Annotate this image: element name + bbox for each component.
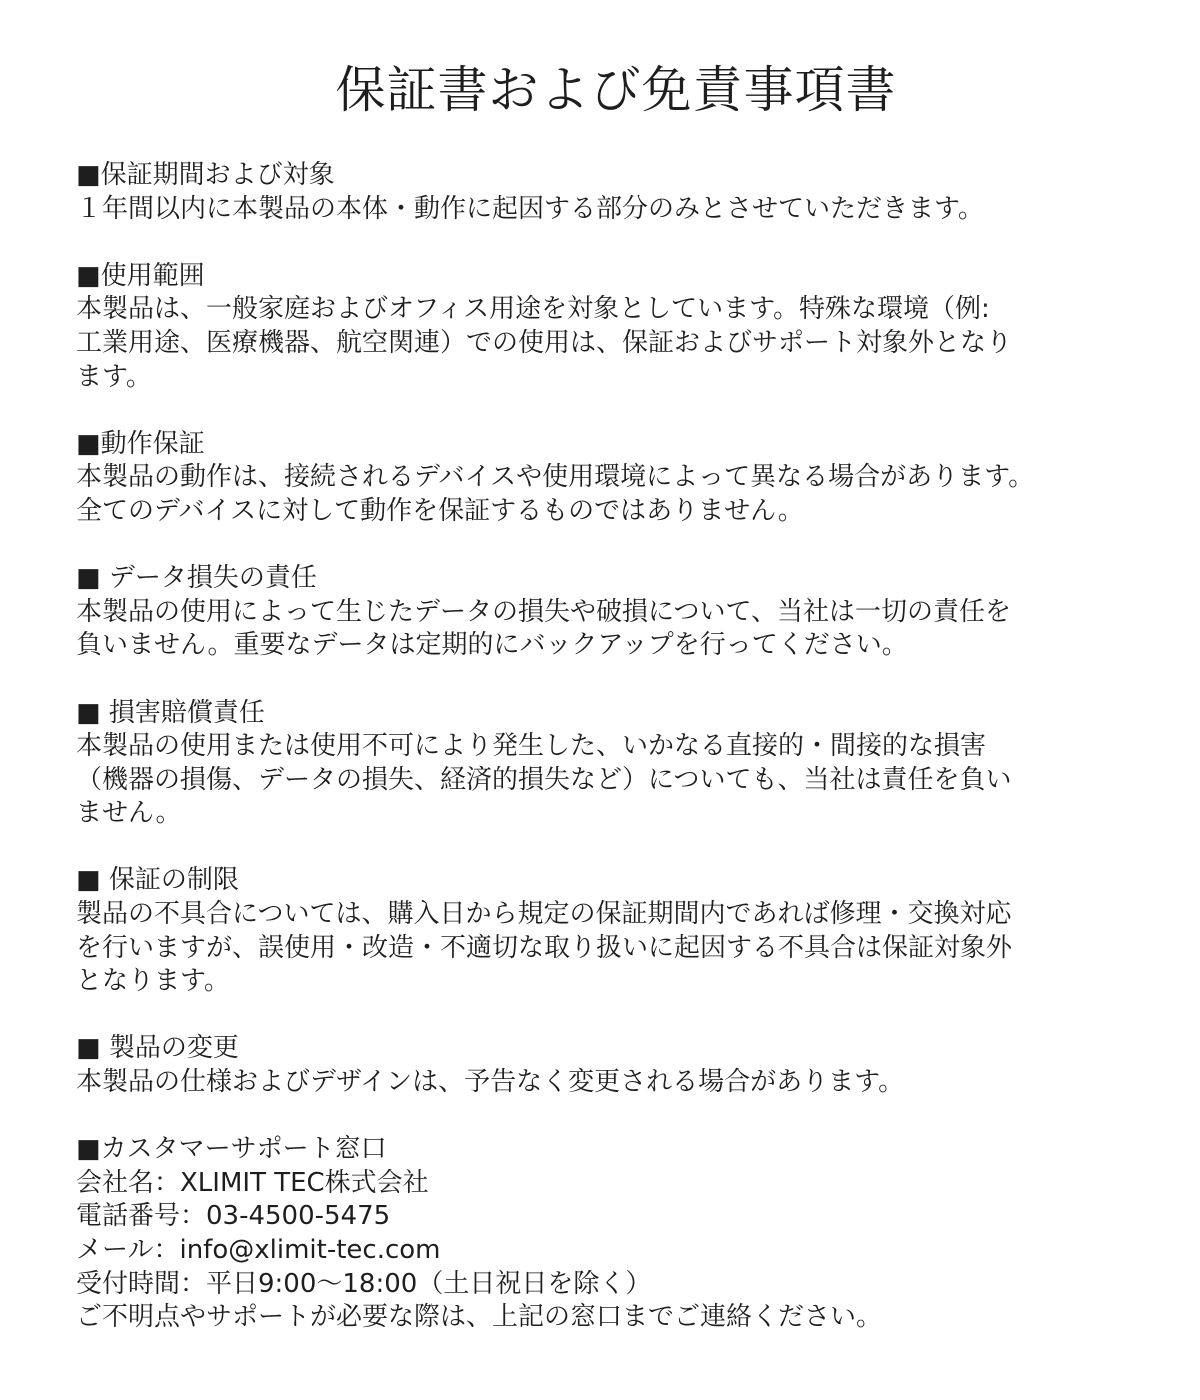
- section-text-line: １年間以内に本製品の本体・動作に起因する部分のみとさせていただきます。: [76, 193, 984, 224]
- support-company-name: 会社名：XLIMIT TEC株式会社: [76, 1167, 429, 1198]
- support-phone-number: 電話番号：03-4500-5475: [76, 1201, 391, 1232]
- section-text-line: 本製品の動作は、接続されるデバイスや使用環境によって異なる場合があります。: [76, 462, 1035, 493]
- section-heading: ■使用範囲: [76, 260, 205, 291]
- document-body: [76, 159, 1116, 1335]
- support-hours: 受付時間：平日9:00〜18:00（土日祝日を除く）: [76, 1268, 652, 1299]
- section-text-line: ます。: [76, 361, 152, 392]
- section-product-changes: [76, 1032, 1116, 1099]
- section-heading: ■ データ損失の責任: [76, 563, 317, 594]
- section-text-line: 本製品の仕様およびデザインは、予告なく変更される場合があります。: [76, 1067, 905, 1098]
- page-title: 保証書および免責事項書: [335, 61, 897, 119]
- section-text-line: 本製品の使用によって生じたデータの損失や破損について、当社は一切の責任を: [76, 596, 1011, 627]
- section-data-loss: [76, 562, 1116, 663]
- section-text-line: 製品の不具合については、購入日から規定の保証期間内であれば修理・交換対応: [76, 899, 1012, 930]
- section-warranty-limits: [76, 864, 1116, 998]
- section-text-line: 本製品は、一般家庭およびオフィス用途を対象としています。特殊な環境（例:: [76, 294, 990, 325]
- section-damages-liability: [76, 697, 1116, 831]
- section-heading: ■動作保証: [76, 428, 205, 459]
- section-text-line: となります。: [76, 966, 230, 997]
- section-text-line: 工業用途、医療機器、航空関連）での使用は、保証およびサポート対象外となり: [76, 327, 1013, 358]
- section-heading: ■保証期間および対象: [76, 160, 335, 190]
- section-text-line: 負いません。重要なデータは定期的にバックアップを行ってください。: [76, 630, 908, 661]
- section-scope-of-use: [76, 260, 1116, 394]
- section-heading: ■ 保証の制限: [76, 865, 239, 896]
- section-heading: ■ 製品の変更: [76, 1033, 239, 1064]
- section-text-line: （機器の損傷、データの損失、経済的損失など）についても、当社は責任を負い: [76, 764, 1012, 795]
- section-heading: ■カスタマーサポート窓口: [76, 1134, 387, 1165]
- section-customer-support: [76, 1133, 1116, 1335]
- section-operation-guarantee: [76, 428, 1116, 529]
- section-text-line: 本製品の使用または使用不可により発生した、いかなる直接的・間接的な損害: [76, 731, 987, 762]
- section-warranty-period: [76, 159, 1116, 226]
- section-text-line: ません。: [76, 798, 182, 829]
- section-text-line: 全てのデバイスに対して動作を保証するものではありません。: [76, 495, 804, 526]
- section-text-line: を行いますが、誤使用・改造・不適切な取り扱いに起因する不具合は保証対象外: [76, 932, 1013, 963]
- support-email: メール：info@xlimit-tec.com: [76, 1235, 441, 1265]
- support-contact-note: ご不明点やサポートが必要な際は、上記の窓口までご連絡ください。: [76, 1302, 883, 1333]
- section-heading: ■ 損害賠償責任: [76, 697, 265, 728]
